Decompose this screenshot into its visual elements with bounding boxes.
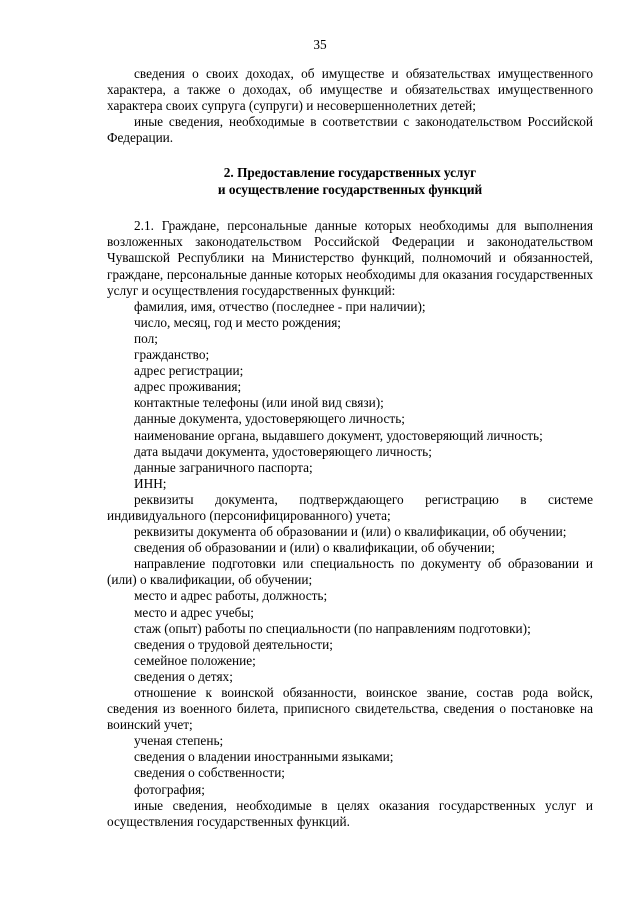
- section-heading: [107, 165, 593, 198]
- list-item: стаж (опыт) работы по специальности (по направлениям подготовки);: [134, 620, 531, 636]
- list-item: реквизиты документа, подтверждающего регистрацию в системе индивидуального (персонифицированного) учета;: [107, 491, 593, 523]
- list-item: сведения о собственности;: [134, 765, 286, 781]
- intro-paragraph: сведения о своих доходах, об имуществе и обязательствах имущественного характера, а также о доходах, об имуществе и обязательствах имущественного характера своих супруга (супруги) и несовершеннолетних детей;: [107, 66, 593, 114]
- list-item: направление подготовки или специальность по документу об образовании и (или) о квалификации, об обучении;: [107, 556, 593, 588]
- section-intro-paragraph: 2.1. Граждане, персональные данные которых необходимы для выполнения возложенных законодательством Российской Федерации и законодательством Чувашской Республики на Министерство функций, полномочий и обязанностей, граждане, персональные данные которых необходимы для оказания государственных услуг и осуществления государственных функций:: [107, 218, 593, 298]
- list-item: ученая степень;: [134, 733, 224, 749]
- list-item: контактные телефоны (или иной вид связи);: [134, 395, 384, 411]
- list-item: место и адрес учебы;: [134, 604, 255, 620]
- page-number: 35: [313, 37, 327, 52]
- list-item: сведения об образовании и (или) о квалификации, об обучении;: [134, 540, 495, 556]
- list-item: семейное положение;: [134, 652, 256, 668]
- list-item: иные сведения, необходимые в целях оказания государственных услуг и осуществления государственных функций.: [107, 797, 593, 829]
- list-item: фотография;: [134, 781, 205, 797]
- list-item: сведения о детях;: [134, 668, 233, 684]
- list-item: сведения о трудовой деятельности;: [134, 636, 333, 652]
- list-item: гражданство;: [134, 347, 210, 363]
- list-item: наименование органа, выдавшего документ, удостоверяющий личность;: [134, 427, 543, 443]
- list-item: фамилия, имя, отчество (последнее - при наличии);: [134, 298, 426, 314]
- list-item: отношение к воинской обязанности, воинское звание, состав рода войск, сведения из военного билета, приписного свидетельства, сведения о постановке на воинский учет;: [107, 685, 593, 733]
- list-item: сведения о владении иностранными языками;: [134, 749, 394, 765]
- list-item: реквизиты документа об образовании и (или) о квалификации, об обучении;: [134, 524, 567, 540]
- list-item: адрес проживания;: [134, 379, 242, 395]
- list-item: ИНН;: [134, 475, 167, 491]
- section-heading-line: и осуществление государственных функций: [217, 181, 483, 197]
- list-item: данные документа, удостоверяющего личность;: [134, 411, 405, 427]
- list-item: адрес регистрации;: [134, 363, 244, 379]
- list-item: место и адрес работы, должность;: [134, 588, 328, 604]
- intro-paragraph: иные сведения, необходимые в соответствии с законодательством Российской Федерации.: [107, 114, 593, 146]
- section-heading-line: 2. Предоставление государственных услуг: [223, 165, 477, 181]
- page-content: [107, 66, 593, 830]
- list-item: дата выдачи документа, удостоверяющего личность;: [134, 443, 432, 459]
- list-item: пол;: [134, 330, 158, 346]
- personal-data-list: [107, 299, 593, 830]
- list-item: данные заграничного паспорта;: [134, 459, 313, 475]
- list-item: число, месяц, год и место рождения;: [134, 314, 342, 330]
